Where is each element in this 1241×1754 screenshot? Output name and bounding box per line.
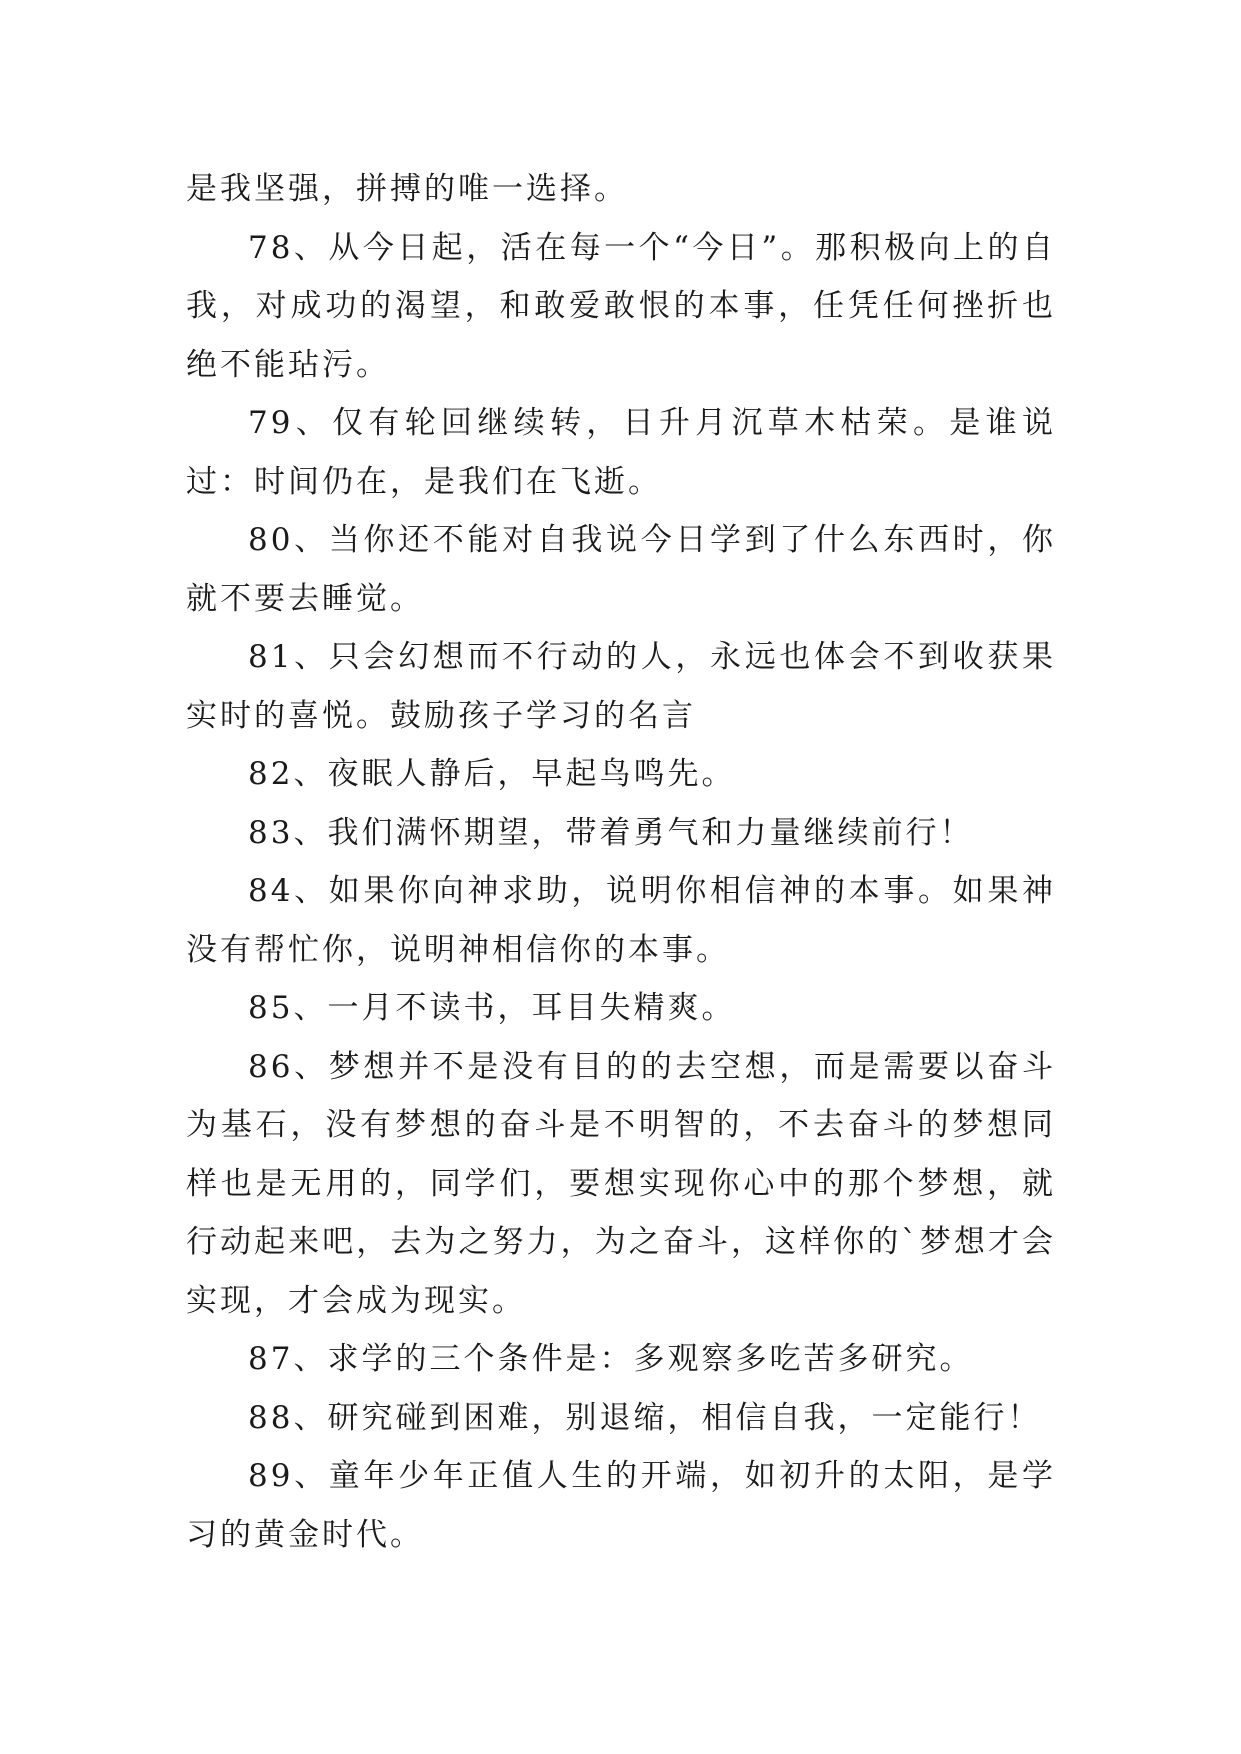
paragraph: 85、一月不读书，耳目失精爽。 bbox=[248, 990, 736, 1026]
paragraph: 82、夜眠人静后，早起鸟鸣先。 bbox=[248, 756, 736, 792]
paragraph: 89、童年少年正值人生的开端，如初升的太阳，是学习的黄金时代。 bbox=[186, 1458, 1056, 1553]
paragraph: 87、求学的三个条件是：多观察多吃苦多研究。 bbox=[248, 1341, 974, 1377]
paragraph: 79、仅有轮回继续转，日升月沉草木枯荣。是谁说过：时间仍在，是我们在飞逝。 bbox=[186, 405, 1056, 500]
paragraph: 80、当你还不能对自我说今日学到了什么东西时，你就不要去睡觉。 bbox=[186, 522, 1056, 617]
paragraph: 是我坚强，拼搏的唯一选择。 bbox=[186, 171, 628, 207]
paragraph: 88、研究碰到困难，别退缩，相信自我，一定能行！ bbox=[248, 1399, 1042, 1436]
paragraph: 81、只会幻想而不行动的人，永远也体会不到收获果实时的喜悦。鼓励孩子学习的名言 bbox=[186, 639, 1056, 734]
paragraph: 78、从今日起，活在每一个“今日”。那积极向上的自我，对成功的渴望，和敢爱敢恨的本事，任凭任何挫折也绝不能玷污。 bbox=[186, 229, 1056, 383]
paragraph: 86、梦想并不是没有目的的去空想，而是需要以奋斗为基石，没有梦想的奋斗是不明智的，不去奋斗的梦想同样也是无用的，同学们，要想实现你心中的那个梦想，就行动起来吧，去为之努力，为之奋斗，这样你的`梦想才会实现，才会成为现实。 bbox=[186, 1048, 1056, 1319]
paragraph: 84、如果你向神求助，说明你相信神的本事。如果神没有帮忙你，说明神相信你的本事。 bbox=[186, 873, 1056, 968]
paragraph: 83、我们满怀期望，带着勇气和力量继续前行！ bbox=[248, 814, 974, 851]
document-body bbox=[186, 160, 1056, 1564]
